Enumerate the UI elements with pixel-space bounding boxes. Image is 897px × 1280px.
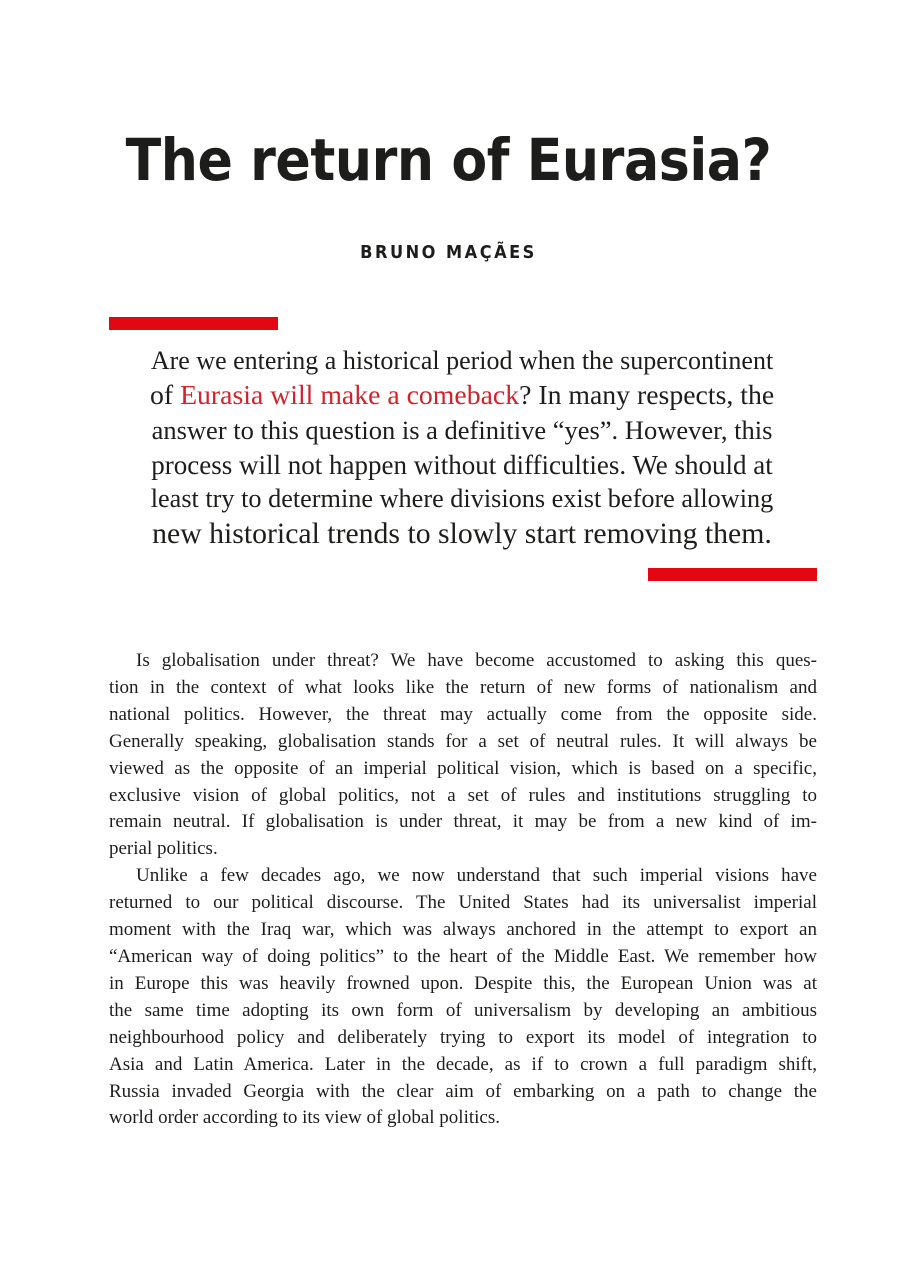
lead-line: least try to determine where divisions exist before allowing <box>150 484 774 513</box>
body-line: national politics. However, the threat may actually come from the opposite side. <box>109 703 817 725</box>
body-line: tion in the context of what looks like the return of new forms of nationalism and <box>109 676 817 698</box>
body-line: moment with the Iraq war, which was always anchored in the attempt to export an <box>109 919 817 941</box>
lead-text: of <box>150 379 181 411</box>
lead-line: answer to this question is a definitive “yes”. However, this <box>151 415 773 445</box>
body-line: Generally speaking, globalisation stands for a set of neutral rules. It will always be <box>109 730 817 752</box>
body-line: Is globalisation under threat? We have become accustomed to asking this ques- <box>136 650 817 671</box>
article-title: The return of Eurasia? <box>125 126 772 194</box>
article-body <box>109 648 817 1132</box>
body-line: Russia invaded Georgia with the clear aim of embarking on a path to change the <box>109 1080 817 1102</box>
lead-paragraph <box>150 344 774 551</box>
body-line: Asia and Latin America. Later in the decade, as if to crown a full paradigm shift, <box>109 1053 817 1075</box>
body-line: neighbourhood policy and deliberately trying to export its model of integration to <box>109 1026 817 1048</box>
lead-line: process will not happen without difficulties. We should at <box>151 449 773 480</box>
body-line: returned to our political discourse. The United States had its universalist imperial <box>109 892 817 914</box>
body-line: in Europe this was heavily frowned upon. Despite this, the European Union was at <box>109 972 817 994</box>
lead-line: new historical trends to slowly start removing them. <box>152 516 772 550</box>
lead-line <box>150 379 774 414</box>
body-line: perial politics. <box>109 838 218 860</box>
lead-highlight: Eurasia will make a comeback <box>180 379 520 411</box>
lead-line: Are we entering a historical period when the supercontinent <box>150 346 774 375</box>
body-line: the same time adopting its own form of universalism by developing an ambitious <box>109 999 817 1021</box>
lead-text: ? In many respects, the <box>519 379 775 411</box>
body-line: viewed as the opposite of an imperial political vision, which is based on a specific, <box>109 757 817 779</box>
decorative-rule-top <box>109 317 278 330</box>
decorative-rule-bottom <box>648 568 817 581</box>
body-line: exclusive vision of global politics, not a set of rules and institutions struggling to <box>109 784 817 806</box>
body-line: Unlike a few decades ago, we now understand that such imperial visions have <box>136 865 817 887</box>
body-line: remain neutral. If globalisation is under threat, it may be from a new kind of im- <box>109 811 817 833</box>
author-name: BRUNO MAÇÃES <box>360 242 537 263</box>
body-line: world order according to its view of global politics. <box>109 1107 500 1129</box>
body-line: “American way of doing politics” to the heart of the Middle East. We remember how <box>109 945 817 967</box>
